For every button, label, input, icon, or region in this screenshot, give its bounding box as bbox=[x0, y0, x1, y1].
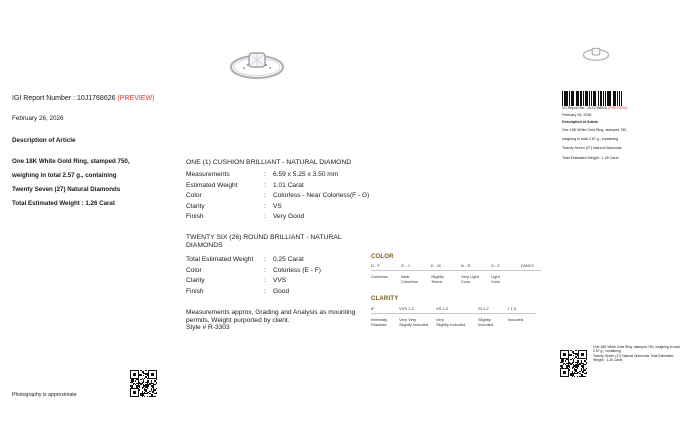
clarity-scale-bar bbox=[371, 313, 536, 314]
detail-value: 1.01 Carat bbox=[273, 181, 304, 189]
side-preview-badge: (PREVIEW) bbox=[607, 106, 627, 110]
clarity-scale-heading: CLARITY bbox=[371, 296, 399, 302]
ring-photo bbox=[228, 45, 286, 85]
detail-value: Very Good bbox=[273, 213, 305, 221]
qr-module bbox=[156, 396, 157, 397]
clarity-desc: Very Very Slightly Included bbox=[399, 317, 429, 328]
detail-colon: : bbox=[264, 181, 266, 189]
report-date: February 26, 2026 bbox=[12, 115, 64, 122]
color-scale-heading: COLOR bbox=[371, 254, 394, 260]
detail-row bbox=[186, 181, 413, 192]
detail-colon: : bbox=[264, 171, 266, 178]
color-grade: D - F bbox=[371, 263, 380, 268]
description-line: Twenty Seven (27) Natural Diamonds bbox=[12, 186, 121, 193]
detail-value: Good bbox=[273, 287, 290, 295]
detail-row bbox=[186, 202, 413, 213]
side-stones-title bbox=[186, 234, 413, 249]
clarity-desc: Slightly Included bbox=[478, 317, 494, 328]
color-grade: N - R bbox=[461, 263, 471, 268]
detail-row bbox=[186, 170, 413, 181]
report-number bbox=[12, 94, 154, 103]
color-desc: Slightly Tinted bbox=[431, 274, 444, 285]
qr-code-small[interactable] bbox=[560, 350, 587, 377]
detail-colon: : bbox=[264, 192, 266, 200]
detail-colon: : bbox=[264, 256, 266, 263]
detail-value: Colorless (E - F) bbox=[273, 266, 321, 274]
grading-notes bbox=[186, 309, 355, 332]
detail-value: VVS bbox=[273, 277, 287, 285]
qr-caption-line: One 18K White Gold Ring, stamped 750, weighing in total bbox=[593, 345, 680, 349]
color-grades bbox=[371, 263, 551, 268]
qr-caption-line: Weight : 1.26 Carat bbox=[593, 358, 623, 363]
center-stone-section bbox=[186, 158, 413, 223]
detail-label: Estimated Weight bbox=[186, 181, 238, 189]
detail-label: Clarity bbox=[186, 277, 205, 285]
color-desc: Colorless bbox=[371, 274, 388, 280]
color-desc bbox=[521, 274, 551, 284]
color-scale-bar bbox=[371, 270, 541, 271]
color-descriptions bbox=[371, 274, 551, 284]
barcode-bar bbox=[621, 91, 622, 106]
detail-label: Finish bbox=[186, 287, 204, 295]
qr-code[interactable] bbox=[130, 370, 157, 397]
clarity-grade: I 1-3 bbox=[508, 306, 517, 311]
side-description-line: Twenty Seven (27) Natural Diamonds bbox=[562, 146, 622, 151]
clarity-desc: Internally Flawless bbox=[371, 317, 388, 328]
description-list bbox=[12, 155, 130, 211]
side-description-list bbox=[562, 126, 672, 163]
clarity-grade: SI 1-2 bbox=[478, 306, 489, 311]
color-desc: Light Color bbox=[491, 274, 501, 285]
clarity-desc: Included bbox=[508, 317, 524, 323]
side-description-line: weighing in total 2.57 g., containing bbox=[562, 137, 619, 142]
color-desc: Near Colorless bbox=[401, 274, 418, 285]
detail-row bbox=[186, 191, 413, 202]
description-line: Total Estimated Weight : 1.26 Carat bbox=[12, 200, 115, 207]
detail-value: VS bbox=[273, 202, 282, 210]
detail-label: Total Estimated Weight bbox=[186, 256, 254, 263]
color-desc: Very Light Color bbox=[461, 274, 479, 285]
color-grade: S - Z bbox=[491, 263, 500, 268]
side-report-number bbox=[562, 106, 672, 111]
detail-label: Clarity bbox=[186, 202, 205, 210]
detail-value: 6.59 x 5.25 x 3.50 mm bbox=[273, 171, 339, 178]
side-card bbox=[562, 106, 672, 163]
detail-colon: : bbox=[264, 202, 266, 210]
preview-badge: (PREVIEW) bbox=[117, 95, 155, 102]
detail-value: 0.25 Carat bbox=[273, 256, 304, 263]
detail-label: Color bbox=[186, 192, 202, 200]
detail-value: Colorless - Near Colorless(F - G) bbox=[273, 192, 370, 200]
notes-line: permits, Weight purported by client. bbox=[186, 316, 290, 324]
side-report-number-label: IGI Report No : 10J1768626 bbox=[562, 106, 607, 110]
detail-label: Finish bbox=[186, 213, 204, 221]
color-scale bbox=[371, 254, 551, 285]
side-stones-title-line: DIAMONDS bbox=[186, 241, 223, 249]
clarity-desc: Very Slightly Included bbox=[436, 317, 466, 328]
detail-colon: : bbox=[264, 266, 266, 274]
description-heading: Description of Article bbox=[12, 137, 76, 144]
detail-label: Measurements bbox=[186, 171, 230, 178]
side-description-line: One 18K White Gold Ring, stamped 750, bbox=[562, 128, 628, 132]
description-line: weighing in total 2.57 g., containing bbox=[12, 172, 117, 179]
clarity-scale bbox=[371, 296, 551, 328]
qr-caption-line: 2.57 g., containing bbox=[593, 349, 621, 354]
qr-caption-line: Twenty Seven (27) Natural Diamonds Total Estimated bbox=[593, 353, 674, 358]
style-number: Style # R-3303 bbox=[186, 324, 230, 332]
detail-colon: : bbox=[264, 277, 266, 285]
clarity-descriptions bbox=[371, 317, 551, 327]
clarity-grade: VVS 1-2 bbox=[399, 306, 414, 311]
side-description-line: Total Estimated Weight : 1.26 Carat bbox=[562, 155, 619, 160]
barcode bbox=[562, 91, 637, 106]
ring-thumbnail bbox=[582, 44, 610, 64]
clarity-grade: VS 1-2 bbox=[436, 306, 449, 311]
side-description-heading: Description of Article bbox=[562, 120, 599, 124]
center-stone-title: ONE (1) CUSHION BRILLIANT - NATURAL DIAMOND bbox=[186, 159, 352, 166]
qr-module bbox=[586, 376, 587, 377]
detail-colon: : bbox=[264, 213, 266, 221]
side-stones-title-line: TWENTY SIX (26) ROUND BRILLIANT - NATURAL bbox=[186, 234, 342, 241]
detail-label: Color bbox=[186, 266, 202, 274]
detail-row bbox=[186, 212, 413, 223]
notes-line: Measurements approx, Grading and Analysis as mounting bbox=[186, 309, 356, 316]
description-line: One 18K White Gold Ring, stamped 750, bbox=[12, 158, 130, 165]
photo-note: Photography is approximate bbox=[12, 392, 77, 398]
color-grade: K - M bbox=[431, 263, 441, 268]
report-number-label: IGI Report Number : 10J1768626 bbox=[12, 95, 116, 102]
color-grade: FANCY bbox=[521, 263, 535, 268]
side-report-date: February 26, 2026 bbox=[562, 113, 592, 117]
clarity-grades bbox=[371, 306, 551, 311]
clarity-grade: IF bbox=[371, 306, 375, 311]
color-grade: G - J bbox=[401, 263, 410, 268]
detail-colon: : bbox=[264, 287, 266, 295]
qr-caption bbox=[593, 345, 693, 363]
